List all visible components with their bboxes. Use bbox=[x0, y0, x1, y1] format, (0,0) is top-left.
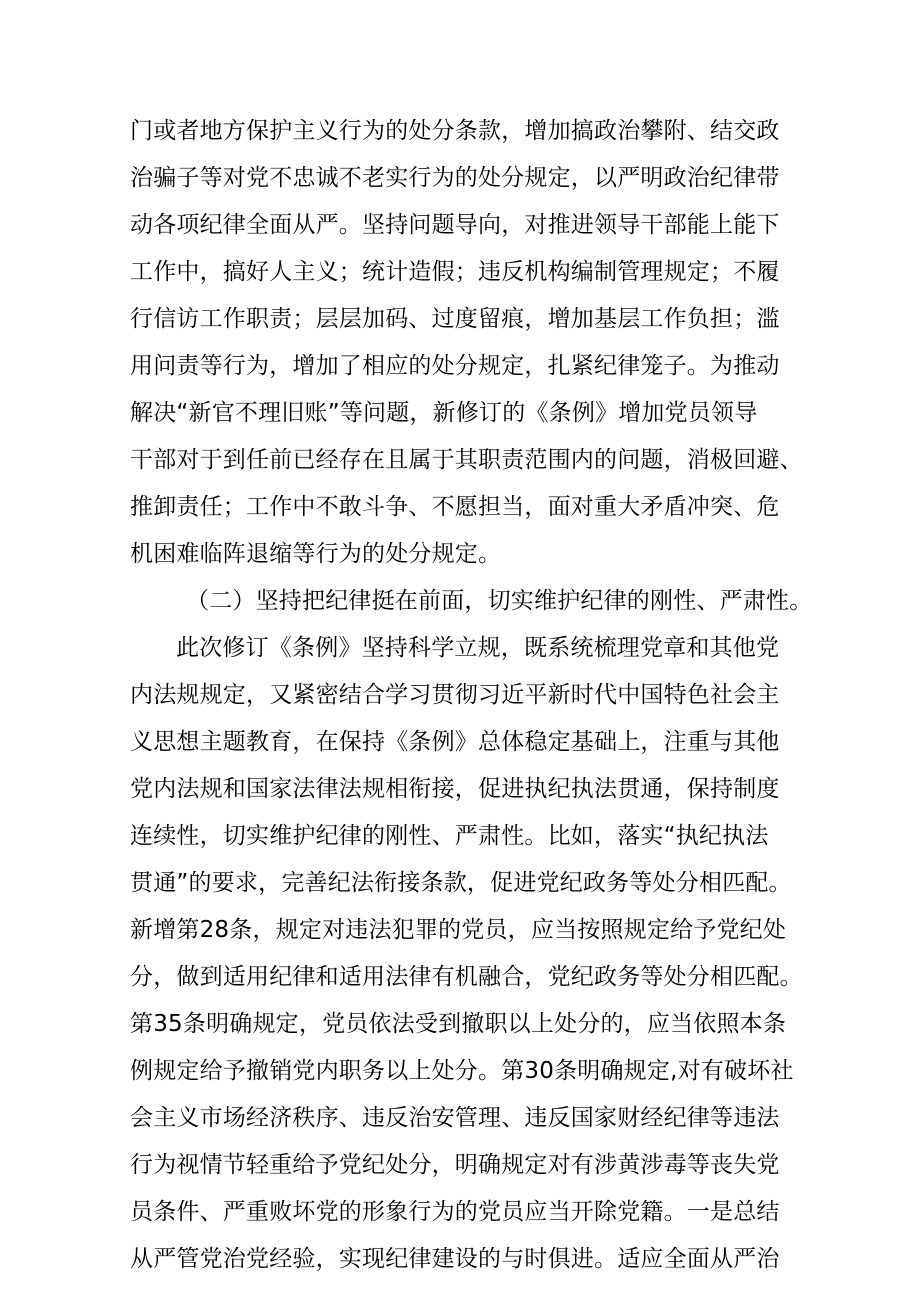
text-line: 分，做到适用纪律和适用法律有机融合，党纪政务等处分相匹配。 bbox=[130, 964, 803, 990]
text-line: 解决“新官不理旧账”等问题，新修订的《条例》增加党员领导 bbox=[130, 400, 758, 426]
section-heading: （二）坚持把纪律挺在前面，切实维护纪律的刚性、严肃性。 bbox=[186, 588, 813, 614]
text-line: 机困难临阵退缩等行为的处分规定。 bbox=[130, 541, 502, 567]
text-line: 例规定给予撤销党内职务以上处分。第30条明确规定,对有破坏社 bbox=[130, 1058, 794, 1084]
text-line: 行信访工作职责；层层加码、过度留痕，增加基层工作负担；滥 bbox=[130, 306, 780, 332]
text-line: 新增第28条，规定对违法犯罪的党员，应当按照规定给予党纪处 bbox=[130, 917, 787, 943]
text-line: 动各项纪律全面从严。坚持问题导向，对推进领导干部能上能下 bbox=[130, 212, 780, 238]
text-line: 工作中，搞好人主义；统计造假；违反机构编制管理规定；不履 bbox=[130, 259, 780, 285]
text-line: 治骗子等对党不忠诚不老实行为的处分规定，以严明政治纪律带 bbox=[130, 165, 780, 191]
text-line: 义思想主题教育，在保持《条例》总体稳定基础上，注重与其他 bbox=[130, 729, 780, 755]
text-line: 用问责等行为，增加了相应的处分规定，扎紧纪律笼子。为推动 bbox=[130, 353, 780, 379]
document-body bbox=[130, 108, 813, 1283]
paragraph-start-line: 此次修订《条例》坚持科学立规，既系统梳理党章和其他党 bbox=[176, 635, 780, 661]
text-line: 党内法规和国家法律法规相衔接，促进执纪执法贯通，保持制度 bbox=[130, 776, 780, 802]
text-line: 行为视情节轻重给予党纪处分，明确规定对有涉黄涉毒等丧失党 bbox=[130, 1152, 780, 1178]
text-line: 门或者地方保护主义行为的处分条款，增加搞政治攀附、结交政 bbox=[130, 118, 780, 144]
text-line: 从严管党治党经验，实现纪律建设的与时俱进。适应全面从严治 bbox=[130, 1246, 780, 1272]
text-line: 会主义市场经济秩序、违反治安管理、违反国家财经纪律等违法 bbox=[130, 1105, 780, 1131]
text-line: 第35条明确规定，党员依法受到撤职以上处分的，应当依照本条 bbox=[130, 1011, 787, 1037]
text-line: 推卸责任；工作中不敢斗争、不愿担当，面对重大矛盾冲突、危 bbox=[130, 494, 780, 520]
text-line: 内法规规定，又紧密结合学习贯彻习近平新时代中国特色社会主 bbox=[130, 682, 780, 708]
text-line: 员条件、严重败坏党的形象行为的党员应当开除党籍。一是总结 bbox=[130, 1199, 780, 1225]
text-line: 连续性，切实维护纪律的刚性、严肃性。比如，落实“执纪执法 bbox=[130, 823, 769, 849]
text-line: 贯通”的要求，完善纪法衔接条款，促进党纪政务等处分相匹配。 bbox=[130, 870, 792, 896]
text-line: 干部对于到任前已经存在且属于其职责范围内的问题，消极回避、 bbox=[130, 447, 803, 473]
